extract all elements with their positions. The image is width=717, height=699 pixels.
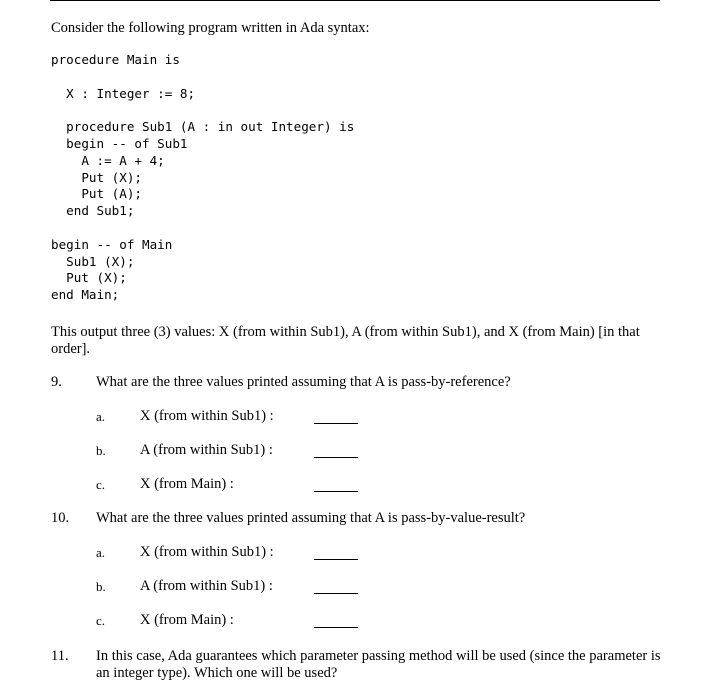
question-9-option-a-letter: a.: [96, 409, 106, 424]
question-10-option-a-letter: a.: [96, 545, 106, 560]
question-9-option-c-blank: [314, 491, 358, 492]
question-9-option-b-text: A (from within Sub1) :: [140, 442, 273, 458]
question-10-option-b-blank: [314, 593, 358, 594]
intro-text: Consider the following program written in Ada syntax:: [51, 20, 370, 36]
question-10-option-b-letter: b.: [96, 579, 106, 594]
top-rule: [50, 0, 660, 1]
question-9-text: What are the three values printed assuming that A is pass-by-reference?: [96, 374, 511, 390]
question-9-option-c-text: X (from Main) :: [140, 476, 234, 492]
question-10-option-a-blank: [314, 559, 358, 560]
question-10-number: 10.: [51, 510, 70, 526]
question-11-number: 11.: [51, 648, 69, 664]
question-10-option-a-text: X (from within Sub1) :: [140, 544, 274, 560]
question-10-option-b-text: A (from within Sub1) :: [140, 578, 273, 594]
question-9-option-b-letter: b.: [96, 443, 106, 458]
output-note: This output three (3) values: X (from within Sub1), A (from within Sub1), and X (from Main) [in that order].: [51, 324, 640, 357]
question-9-option-a-blank: [314, 423, 358, 424]
question-10-option-c-blank: [314, 627, 358, 628]
question-11-text: In this case, Ada guarantees which parameter passing method will be used (since the parameter is an integer type). Which one will be used?: [96, 648, 661, 681]
code-block: procedure Main is X : Integer := 8; procedure Sub1 (A : in out Integer) is begin -- of Sub1 A := A + 4; Put (X); Put (A); end Sub1; begin -- of Main Sub1 (X); Put (X); end Main;: [51, 52, 355, 303]
question-9-number: 9.: [51, 374, 62, 390]
question-10-text: What are the three values printed assuming that A is pass-by-value-result?: [96, 510, 526, 526]
question-9-option-b-blank: [314, 457, 358, 458]
question-9-option-c-letter: c.: [96, 477, 106, 492]
question-10-option-c-text: X (from Main) :: [140, 612, 234, 628]
question-9-option-a-text: X (from within Sub1) :: [140, 408, 274, 424]
question-10-option-c-letter: c.: [96, 613, 106, 628]
